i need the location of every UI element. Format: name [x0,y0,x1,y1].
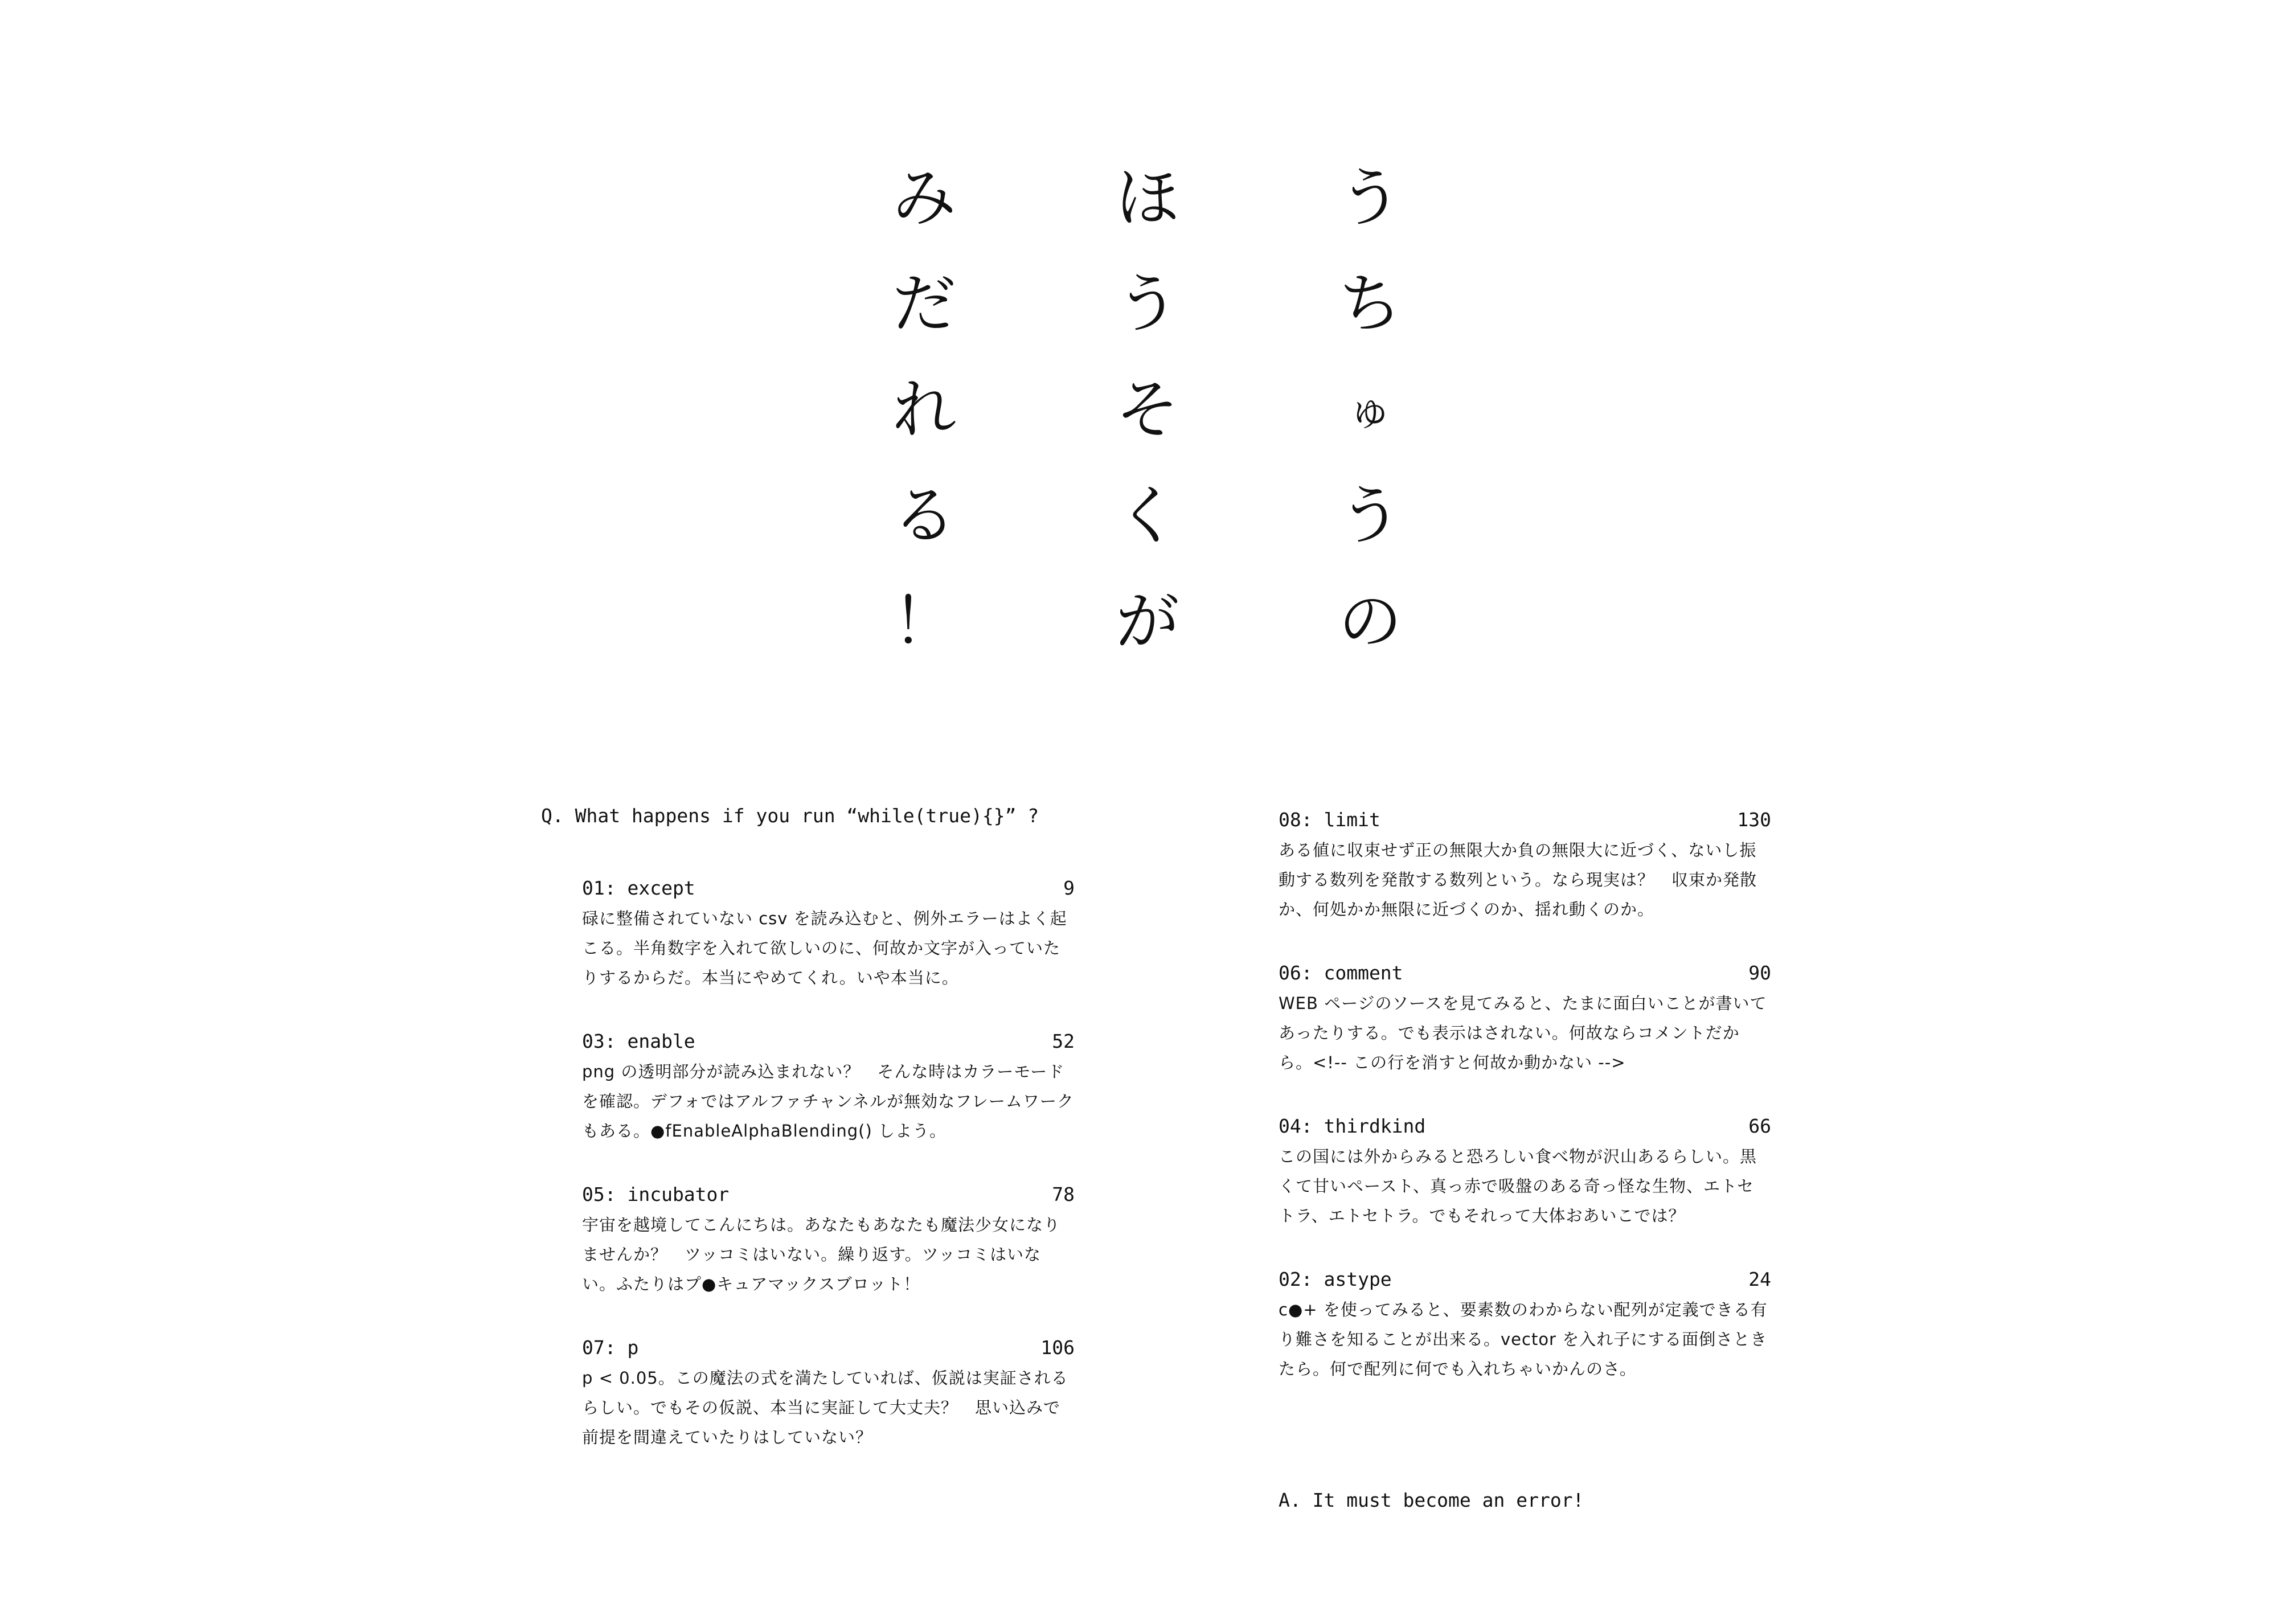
title-column-2 [1105,145,1190,675]
entry-text: WEB ページのソースを見てみると、たまに面白いことが書いてあったりする。でも表示はされない。何故ならコメントだから。<!-- この行を消すと何故か動かない --> [1279,994,1767,1072]
title-char: ゅ [1347,384,1392,436]
entry-text: ある値に収束せず正の無限大か負の無限大に近づく、ないし振動する数列を発散する数列という。なら現実は？ 収束か発散か、何処かか無限に近づくのか、揺れ動くのか。 [1279,840,1757,919]
entry-comment [1279,959,1771,1077]
entry-header [1279,959,1771,987]
title-char: く [1116,479,1179,553]
entry-number: 66 [1748,1115,1771,1137]
question-line: Q. What happens if you run “while(true){}” ? [541,805,1039,827]
entry-label: 04: thirdkind [1279,1115,1426,1137]
title-char: う [1116,267,1179,341]
entry-incubator [582,1180,1075,1299]
title-char: の [1338,585,1402,659]
title-char: ！ [892,585,956,659]
entry-number: 90 [1748,962,1771,984]
title-char: ち [1338,267,1402,341]
entry-label: 03: enable [582,1030,695,1052]
entry-label: 06: comment [1279,962,1403,984]
entry-label: 07: p [582,1336,639,1359]
title-char: そ [1116,373,1179,447]
entry-label: 08: limit [1279,809,1380,831]
entry-number: 9 [1063,877,1075,899]
entry-number: 130 [1737,809,1771,831]
entry-thirdkind [1279,1112,1771,1231]
entry-label: 01: except [582,877,695,899]
entry-label: 02: astype [1279,1268,1392,1290]
entry-text: この国には外からみると恐ろしい食べ物が沢山あるらしい。黒くて甘いペースト、真っ赤で吸盤のある奇っ怪な生物、エトセトラ、エトセトラ。でもそれって大体おあいこでは？ [1279,1147,1757,1225]
answer-line: A. It must become an error! [1279,1489,1584,1511]
title-char: る [892,479,956,553]
entry-text: p < 0.05。この魔法の式を満たしていれば、仮説は実証されるらしい。でもその仮説、本当に実証して大丈夫？ 思い込みで前提を間違えていたりはしていない？ [582,1368,1068,1447]
title-char: う [1338,479,1402,553]
entry-header [1279,806,1771,834]
title-char: う [1338,161,1402,235]
title-column-3 [882,145,967,675]
entry-except [582,874,1075,993]
title-char: だ [892,267,956,341]
entry-number: 78 [1052,1183,1075,1205]
entry-number: 52 [1052,1030,1075,1052]
entry-text: c●+ を使ってみると、要素数のわからない配列が定義できる有り難さを知ることが出来る。vector を入れ子にする面倒さときたら。何で配列に何でも入れちゃいかんのさ。 [1279,1300,1768,1379]
entry-header [582,1334,1075,1362]
entry-text: 宇宙を越境してこんにちは。あなたもあなたも魔法少女になりませんか？ ツッコミはいない。繰り返す。ツッコミはいない。ふたりはプ●キュアマックスブロット！ [582,1215,1061,1294]
title-char: み [892,161,956,235]
title-char: が [1116,585,1179,659]
entry-label: 05: incubator [582,1183,730,1205]
entry-header [582,1180,1075,1209]
entry-number: 106 [1040,1336,1075,1359]
entry-p [582,1334,1075,1452]
entry-header [582,1027,1075,1056]
entry-header [1279,1112,1771,1141]
title-column-1 [1328,145,1413,675]
entry-limit [1279,806,1771,924]
title-char: れ [892,373,956,447]
entry-enable [582,1027,1075,1146]
entry-number: 24 [1748,1268,1771,1290]
title-char: ほ [1116,161,1179,235]
entry-text: 碌に整備されていない csv を読み込むと、例外エラーはよく起こる。半角数字を入れて欲しいのに、何故か文字が入っていたりするからだ。本当にやめてくれ。いや本当に。 [582,909,1067,987]
entry-header [1279,1265,1771,1294]
entry-header [582,874,1075,903]
entry-text: png の透明部分が読み込まれない？ そんな時はカラーモードを確認。デフォではアルファチャンネルが無効なフレームワークもある。●fEnableAlphaBlending() しよう。 [582,1062,1074,1141]
entry-astype [1279,1265,1771,1384]
